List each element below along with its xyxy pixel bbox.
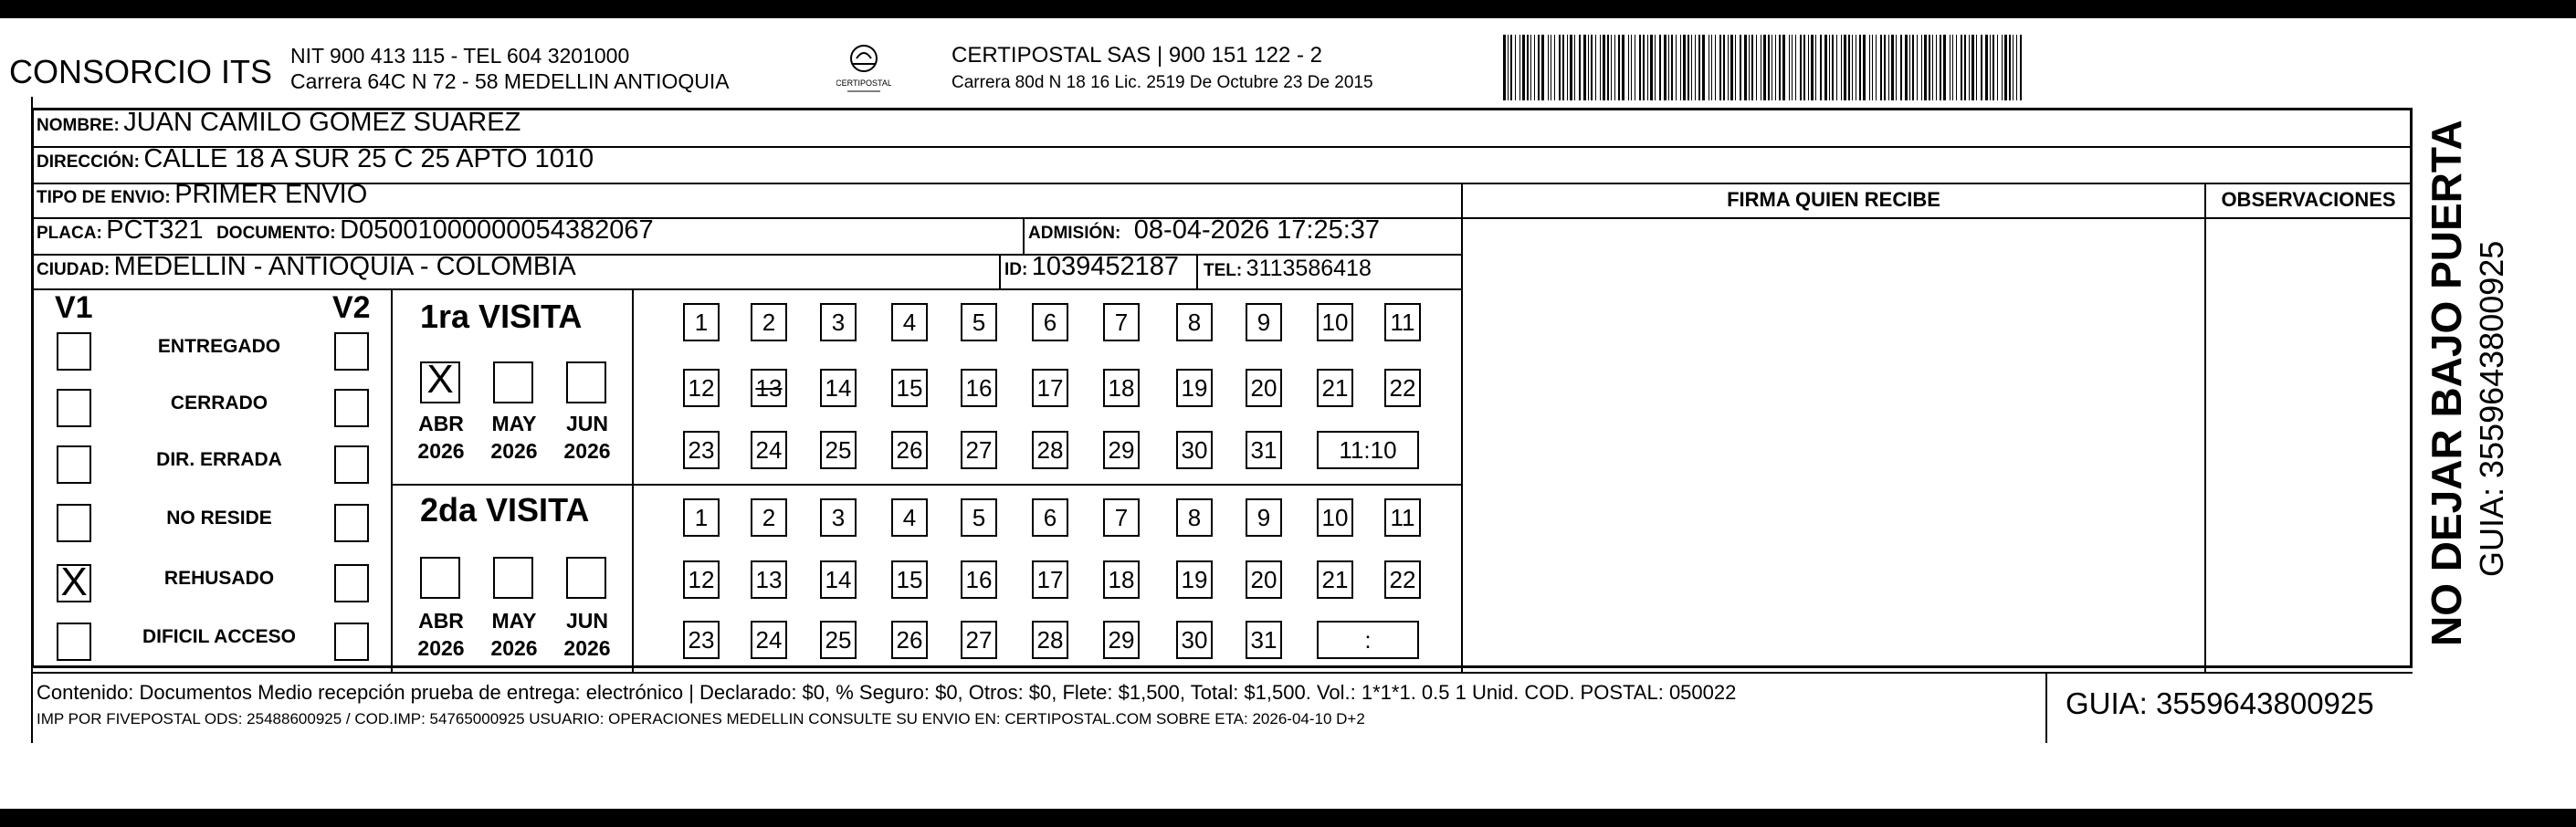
barcode-bar bbox=[1792, 35, 1793, 100]
barcode-bar bbox=[1618, 35, 1620, 100]
barcode-bar bbox=[1952, 35, 1953, 100]
admision-row bbox=[1028, 215, 1380, 246]
visit2-year-label: 2026 bbox=[417, 636, 465, 660]
barcode-bar bbox=[1891, 35, 1894, 100]
barcode-bar bbox=[1859, 35, 1861, 100]
visit2-month-checkbox[interactable] bbox=[566, 557, 606, 599]
visit2-day-box[interactable]: 3 bbox=[820, 498, 857, 537]
visit2-year-label: 2026 bbox=[563, 636, 611, 660]
visit2-day-box[interactable]: 31 bbox=[1246, 621, 1282, 659]
cell-divider bbox=[1196, 254, 1198, 290]
status-option-label: ENTREGADO bbox=[157, 336, 281, 357]
barcode-bar bbox=[1943, 35, 1946, 100]
id-value: 1039452187 bbox=[1031, 252, 1180, 281]
tipo-row bbox=[37, 180, 367, 210]
visit1-day-box[interactable]: 12 bbox=[683, 369, 720, 407]
v1-checkbox[interactable] bbox=[57, 389, 91, 427]
visit2-day-box[interactable]: 24 bbox=[751, 621, 787, 659]
barcode-bar bbox=[1800, 35, 1802, 100]
barcode-bar bbox=[1932, 35, 1933, 100]
visit1-day-box[interactable]: 2 bbox=[751, 303, 787, 341]
barcode-bar bbox=[1723, 35, 1725, 100]
visit2-day-box[interactable]: 16 bbox=[961, 560, 997, 599]
tel-label: TEL: bbox=[1204, 261, 1243, 280]
barcode-bar bbox=[1775, 35, 1776, 100]
visit1-day-box[interactable]: 6 bbox=[1032, 303, 1068, 341]
visit1-year-label: 2026 bbox=[417, 439, 465, 463]
barcode-bar bbox=[1929, 35, 1930, 100]
barcode-bar bbox=[1614, 35, 1615, 100]
barcode-bar bbox=[2020, 35, 2022, 100]
footer-guia: GUIA: 3559643800925 bbox=[2066, 686, 2374, 720]
barcode-bar bbox=[1852, 35, 1853, 100]
placa-row bbox=[37, 215, 654, 246]
status-option-label: REHUSADO bbox=[163, 568, 275, 589]
visit1-month-label: JUN bbox=[565, 412, 608, 435]
ciudad-label: CIUDAD: bbox=[37, 260, 110, 279]
company-name: CONSORCIO ITS bbox=[9, 53, 273, 90]
ciudad-row bbox=[37, 252, 576, 282]
barcode-bar bbox=[1803, 35, 1805, 100]
barcode-bar bbox=[1863, 35, 1866, 100]
visit1-day-box[interactable]: 29 bbox=[1103, 431, 1140, 469]
barcode-bar bbox=[1900, 35, 1902, 100]
visit1-day-box[interactable]: 24 bbox=[751, 431, 787, 469]
column-divider bbox=[2204, 183, 2206, 674]
visit2-day-box[interactable]: 25 bbox=[820, 621, 857, 659]
barcode-bar bbox=[1888, 35, 1889, 100]
visit2-day-box[interactable]: 17 bbox=[1032, 560, 1068, 599]
barcode-bar bbox=[1668, 35, 1669, 100]
barcode-bar bbox=[2009, 35, 2011, 100]
barcode-bar bbox=[1912, 35, 1914, 100]
barcode-bar bbox=[1884, 35, 1886, 100]
barcode-bar bbox=[1548, 35, 1549, 100]
tipo-value: PRIMER ENVIO bbox=[174, 180, 368, 209]
visit1-day-box[interactable]: 25 bbox=[820, 431, 857, 469]
barcode-bar bbox=[1559, 35, 1561, 100]
barcode-bar bbox=[1639, 35, 1641, 100]
barcode-bar bbox=[1869, 35, 1870, 100]
status-option-label: DIFICIL ACCESO bbox=[142, 626, 296, 647]
v1-checkbox[interactable] bbox=[57, 445, 91, 484]
visit1-day-box[interactable]: 13 bbox=[751, 369, 787, 407]
visit1-day-box[interactable]: 16 bbox=[961, 369, 997, 407]
visit2-day-box[interactable]: 5 bbox=[961, 498, 997, 537]
barcode-bar bbox=[1519, 35, 1520, 100]
id-label: ID: bbox=[1004, 260, 1028, 279]
barcode-bar bbox=[1691, 35, 1692, 100]
barcode-bar bbox=[1985, 35, 1988, 100]
footer-column-divider bbox=[2045, 672, 2047, 743]
barcode-bar bbox=[1936, 35, 1937, 100]
visit1-day-box[interactable]: 28 bbox=[1032, 431, 1068, 469]
barcode-bar bbox=[2004, 35, 2007, 100]
barcode-bar bbox=[1510, 35, 1512, 100]
visit2-month-checkbox[interactable] bbox=[493, 557, 533, 599]
barcode-bar bbox=[1768, 35, 1770, 100]
tel-row bbox=[1204, 256, 1372, 282]
barcode-bar bbox=[1829, 35, 1830, 100]
v1-rehusado-mark: X bbox=[60, 560, 88, 604]
barcode-bar bbox=[1876, 35, 1877, 100]
visit2-day-box[interactable]: 7 bbox=[1103, 498, 1140, 537]
barcode-bar bbox=[1820, 35, 1822, 100]
barcode-bar bbox=[1924, 35, 1927, 100]
barcode-bar bbox=[1730, 35, 1733, 100]
visit2-day-box[interactable]: 21 bbox=[1317, 560, 1353, 599]
visit1-day-box[interactable]: 8 bbox=[1176, 303, 1213, 341]
visit1-day-box[interactable]: 23 bbox=[683, 431, 720, 469]
barcode-bar bbox=[1789, 35, 1790, 100]
barcode-bar bbox=[1554, 35, 1555, 100]
visit1-day-box[interactable]: 21 bbox=[1317, 369, 1353, 407]
barcode-bar bbox=[1664, 35, 1667, 100]
v2-checkbox[interactable] bbox=[334, 623, 369, 661]
barcode-bar bbox=[1756, 35, 1757, 100]
barcode-bar bbox=[1583, 35, 1586, 100]
barcode-bar bbox=[1782, 35, 1785, 100]
barcode-bar bbox=[1956, 35, 1957, 100]
barcode-bar bbox=[1530, 35, 1531, 100]
v1-checkbox[interactable] bbox=[57, 623, 91, 661]
barcode-bar bbox=[1611, 35, 1612, 100]
visit1-day-box[interactable]: 10 bbox=[1317, 303, 1353, 341]
v2-checkbox[interactable] bbox=[334, 332, 369, 371]
barcode-bar bbox=[1711, 35, 1712, 100]
barcode-bar bbox=[1588, 35, 1589, 100]
visit1-day-box[interactable]: 4 bbox=[891, 303, 928, 341]
visit2-year-label: 2026 bbox=[490, 636, 538, 660]
barcode-bar bbox=[1676, 35, 1677, 100]
visit2-day-box[interactable]: 28 bbox=[1032, 621, 1068, 659]
barcode-bar bbox=[1538, 35, 1540, 100]
barcode-bar bbox=[1921, 35, 1922, 100]
visit1-day-box[interactable]: 7 bbox=[1103, 303, 1140, 341]
barcode-bar bbox=[1659, 35, 1661, 100]
barcode-bar bbox=[1940, 35, 1941, 100]
v2-checkbox[interactable] bbox=[334, 445, 369, 484]
barcode-bar bbox=[1795, 35, 1796, 100]
barcode-bar bbox=[1971, 35, 1974, 100]
barcode-bar bbox=[1832, 35, 1834, 100]
barcode-bar bbox=[1969, 35, 1970, 100]
barcode-bar bbox=[1702, 35, 1705, 100]
barcode-bar bbox=[1541, 35, 1544, 100]
side-guia: GUIA: 3559643800925 bbox=[2473, 240, 2510, 577]
barcode-bar bbox=[1508, 35, 1509, 100]
visit2-day-box[interactable]: 14 bbox=[820, 560, 857, 599]
barcode-bar bbox=[1683, 35, 1686, 100]
barcode-bar bbox=[1917, 35, 1918, 100]
visit1-day-box[interactable]: 11 bbox=[1384, 303, 1421, 341]
visit1-time-box[interactable]: 11:10 bbox=[1317, 431, 1419, 469]
barcode bbox=[1503, 35, 2182, 100]
barcode-bar bbox=[1844, 35, 1846, 100]
direccion-label: DIRECCIÓN: bbox=[37, 152, 140, 172]
barcode-bar bbox=[1715, 35, 1716, 100]
visit1-day-box[interactable]: 3 bbox=[820, 303, 857, 341]
barcode-bar bbox=[1848, 35, 1850, 100]
barcode-bar bbox=[2016, 35, 2017, 100]
visit2-month-label: ABR bbox=[418, 609, 464, 633]
visit1-day-box[interactable]: 5 bbox=[961, 303, 997, 341]
visit1-day-box[interactable]: 9 bbox=[1246, 303, 1282, 341]
barcode-bar bbox=[1628, 35, 1629, 100]
v2-checkbox[interactable] bbox=[334, 389, 369, 427]
visit1-title: 1ra VISITA bbox=[420, 298, 583, 335]
id-row bbox=[1004, 252, 1179, 282]
direccion-value: CALLE 18 A SUR 25 C 25 APTO 1010 bbox=[143, 144, 594, 173]
barcode-bar bbox=[1976, 35, 1977, 100]
barcode-bar bbox=[2002, 35, 2003, 100]
partner-address: Carrera 80d N 18 16 Lic. 2519 De Octubre 23 De 2015 bbox=[952, 73, 1373, 92]
status-option-label: DIR. ERRADA bbox=[156, 449, 282, 470]
visit1-month-mark: X bbox=[426, 357, 454, 402]
visit2-day-box[interactable]: 4 bbox=[891, 498, 928, 537]
v2-header: V2 bbox=[332, 290, 371, 325]
barcode-bar bbox=[1763, 35, 1766, 100]
side-warning: NO DEJAR BAJO PUERTA bbox=[2423, 120, 2470, 646]
barcode-bar bbox=[1779, 35, 1781, 100]
barcode-bar bbox=[1567, 35, 1568, 100]
barcode-bar bbox=[1574, 35, 1575, 100]
visit1-day-box[interactable]: 26 bbox=[891, 431, 928, 469]
status-divider bbox=[391, 288, 393, 674]
placa-value: PCT321 bbox=[106, 215, 204, 245]
barcode-bar bbox=[1909, 35, 1910, 100]
barcode-bar bbox=[1688, 35, 1689, 100]
barcode-bar bbox=[1570, 35, 1572, 100]
direccion-row bbox=[37, 144, 594, 174]
barcode-bar bbox=[1815, 35, 1816, 100]
visit2-day-box[interactable]: 9 bbox=[1246, 498, 1282, 537]
visit1-month-checkbox[interactable] bbox=[493, 361, 533, 403]
company-nit: NIT 900 413 115 - TEL 604 3201000 bbox=[290, 44, 630, 68]
partner-name: CERTIPOSTAL SAS | 900 151 122 - 2 bbox=[952, 43, 1322, 68]
barcode-bar bbox=[1808, 35, 1809, 100]
visit1-day-box[interactable]: 22 bbox=[1384, 369, 1421, 407]
barcode-bar bbox=[1515, 35, 1516, 100]
barcode-bar bbox=[1671, 35, 1673, 100]
barcode-bar bbox=[1655, 35, 1656, 100]
barcode-bar bbox=[1591, 35, 1593, 100]
visit2-day-box[interactable]: 27 bbox=[961, 621, 997, 659]
barcode-bar bbox=[1603, 35, 1605, 100]
barcode-bar bbox=[1698, 35, 1700, 100]
v2-checkbox[interactable] bbox=[334, 564, 369, 602]
barcode-bar bbox=[1981, 35, 1982, 100]
nombre-label: NOMBRE: bbox=[37, 116, 120, 135]
visit2-day-box[interactable]: 8 bbox=[1176, 498, 1213, 537]
admision-label: ADMISIÓN: bbox=[1028, 224, 1121, 243]
barcode-bar bbox=[1622, 35, 1624, 100]
status-option-label: CERRADO bbox=[170, 393, 268, 414]
visit2-day-box[interactable]: 20 bbox=[1246, 560, 1282, 599]
visit1-month-label: ABR bbox=[418, 412, 464, 435]
v1-checkbox[interactable] bbox=[57, 504, 91, 542]
barcode-bar bbox=[1872, 35, 1873, 100]
visit1-day-box[interactable]: 19 bbox=[1176, 369, 1213, 407]
barcode-bar bbox=[1824, 35, 1827, 100]
barcode-bar bbox=[1595, 35, 1596, 100]
visit2-month-label: JUN bbox=[565, 609, 608, 633]
barcode-bar bbox=[1631, 35, 1632, 100]
visit2-day-box[interactable]: 6 bbox=[1032, 498, 1068, 537]
v1-checkbox[interactable] bbox=[57, 332, 91, 371]
visit-divider-vertical bbox=[632, 288, 634, 674]
barcode-bar bbox=[1643, 35, 1645, 100]
barcode-bar bbox=[1841, 35, 1842, 100]
visit2-month-checkbox[interactable] bbox=[420, 557, 460, 599]
visit2-day-box[interactable]: 23 bbox=[683, 621, 720, 659]
barcode-bar bbox=[1647, 35, 1648, 100]
visit2-day-box[interactable]: 1 bbox=[683, 498, 720, 537]
placa-label: PLACA: bbox=[37, 224, 102, 243]
visit1-day-box[interactable]: 14 bbox=[820, 369, 857, 407]
barcode-bar bbox=[1680, 35, 1681, 100]
visit1-year-label: 2026 bbox=[563, 439, 611, 463]
visit2-day-box[interactable]: 26 bbox=[891, 621, 928, 659]
v2-checkbox[interactable] bbox=[334, 504, 369, 542]
observaciones-label: OBSERVACIONES bbox=[2221, 188, 2396, 211]
barcode-bar bbox=[1600, 35, 1601, 100]
row-divider bbox=[31, 183, 2413, 184]
visit1-month-checkbox[interactable] bbox=[566, 361, 606, 403]
visit1-day-box[interactable]: 27 bbox=[961, 431, 997, 469]
barcode-bar bbox=[1961, 35, 1962, 100]
barcode-bar bbox=[1695, 35, 1696, 100]
ciudad-value: MEDELLIN - ANTIOQUIA - COLOMBIA bbox=[113, 252, 576, 281]
barcode-bar bbox=[1744, 35, 1747, 100]
company-address: Carrera 64C N 72 - 58 MEDELLIN ANTIOQUIA bbox=[290, 69, 730, 93]
visit1-day-box[interactable]: 17 bbox=[1032, 369, 1068, 407]
certipostal-logo bbox=[836, 38, 891, 102]
barcode-bar bbox=[1836, 35, 1837, 100]
visit1-day-box[interactable]: 1 bbox=[683, 303, 720, 341]
barcode-bar bbox=[1534, 35, 1535, 100]
status-option-label: NO RESIDE bbox=[166, 508, 272, 529]
nombre-row bbox=[37, 108, 520, 138]
barcode-bar bbox=[1735, 35, 1736, 100]
visit2-time-box[interactable]: : bbox=[1317, 621, 1419, 659]
barcode-bar bbox=[1650, 35, 1653, 100]
visit2-day-box[interactable]: 13 bbox=[751, 560, 787, 599]
visit2-day-box[interactable]: 15 bbox=[891, 560, 928, 599]
visit1-day-box[interactable]: 31 bbox=[1246, 431, 1282, 469]
barcode-bar bbox=[1562, 35, 1564, 100]
visit-divider bbox=[391, 484, 1463, 486]
documento-label: DOCUMENTO: bbox=[216, 224, 336, 243]
documento-value: D05001000000054382067 bbox=[340, 215, 654, 245]
visit2-day-box[interactable]: 29 bbox=[1103, 621, 1140, 659]
visit2-day-box[interactable]: 22 bbox=[1384, 560, 1421, 599]
barcode-bar bbox=[1811, 35, 1814, 100]
barcode-bar bbox=[1728, 35, 1729, 100]
barcode-bar bbox=[1896, 35, 1897, 100]
barcode-bar bbox=[1719, 35, 1721, 100]
logo-text: CERTIPOSTAL bbox=[836, 79, 891, 88]
barcode-bar bbox=[1527, 35, 1529, 100]
barcode-bar bbox=[1749, 35, 1750, 100]
barcode-bar bbox=[1579, 35, 1581, 100]
row-divider bbox=[31, 288, 1463, 290]
footer-imp: IMP POR FIVEPOSTAL ODS: 25488600925 / COD.IMP: 54765000925 USUARIO: OPERACIONES MEDELLIN CONSULTE SU ENVIO EN: CERTIPOSTAL.COM SOBRE ETA: 2026-04-10 D+2 bbox=[37, 710, 1365, 728]
cell-divider bbox=[1023, 217, 1025, 254]
firma-label: FIRMA QUIEN RECIBE bbox=[1727, 188, 1940, 211]
visit1-month-label: MAY bbox=[491, 412, 537, 435]
barcode-bar bbox=[1990, 35, 1991, 100]
visit2-title: 2da VISITA bbox=[420, 491, 590, 529]
visit1-day-box[interactable]: 18 bbox=[1103, 369, 1140, 407]
tel-value: 3113586418 bbox=[1246, 256, 1372, 281]
top-border-bar bbox=[0, 0, 2576, 18]
admision-value: 08-04-2026 17:25:37 bbox=[1133, 215, 1381, 245]
barcode-bar bbox=[1964, 35, 1966, 100]
visit2-day-box[interactable]: 11 bbox=[1384, 498, 1421, 537]
footer-divider bbox=[31, 672, 2413, 674]
barcode-bar bbox=[1740, 35, 1741, 100]
barcode-bar bbox=[1992, 35, 1994, 100]
visit2-day-box[interactable]: 2 bbox=[751, 498, 787, 537]
bottom-border-bar bbox=[0, 809, 2576, 827]
visit2-day-box[interactable]: 12 bbox=[683, 560, 720, 599]
visit2-day-box[interactable]: 30 bbox=[1176, 621, 1213, 659]
barcode-bar bbox=[1997, 35, 1998, 100]
barcode-bar bbox=[1607, 35, 1609, 100]
visit2-day-box[interactable]: 18 bbox=[1103, 560, 1140, 599]
visit1-day-box[interactable]: 30 bbox=[1176, 431, 1213, 469]
barcode-bar bbox=[1503, 35, 1506, 100]
visit1-year-label: 2026 bbox=[490, 439, 538, 463]
tipo-label: TIPO DE ENVIO: bbox=[37, 188, 171, 207]
footer-contenido: Contenido: Documentos Medio recepción prueba de entrega: electrónico | Declarado: $0, % Seguro: $0, Otros: $0, Flete: $1,500, Total: $1,500. Vol.: 1*1*1. 0.5 1 Unid. COD. POSTAL: 050022 bbox=[37, 681, 1737, 704]
visit2-day-box[interactable]: 19 bbox=[1176, 560, 1213, 599]
barcode-bar bbox=[1751, 35, 1753, 100]
visit2-month-label: MAY bbox=[491, 609, 537, 633]
cell-divider bbox=[999, 254, 1001, 290]
v1-header: V1 bbox=[55, 290, 93, 325]
nombre-value: JUAN CAMILO GOMEZ SUAREZ bbox=[123, 108, 521, 137]
visit1-day-box[interactable]: 20 bbox=[1246, 369, 1282, 407]
visit1-day-box[interactable]: 15 bbox=[891, 369, 928, 407]
barcode-bar bbox=[1880, 35, 1882, 100]
barcode-bar bbox=[1905, 35, 1908, 100]
column-divider bbox=[1461, 183, 1463, 674]
visit2-day-box[interactable]: 10 bbox=[1317, 498, 1353, 537]
barcode-bar bbox=[1522, 35, 1525, 100]
